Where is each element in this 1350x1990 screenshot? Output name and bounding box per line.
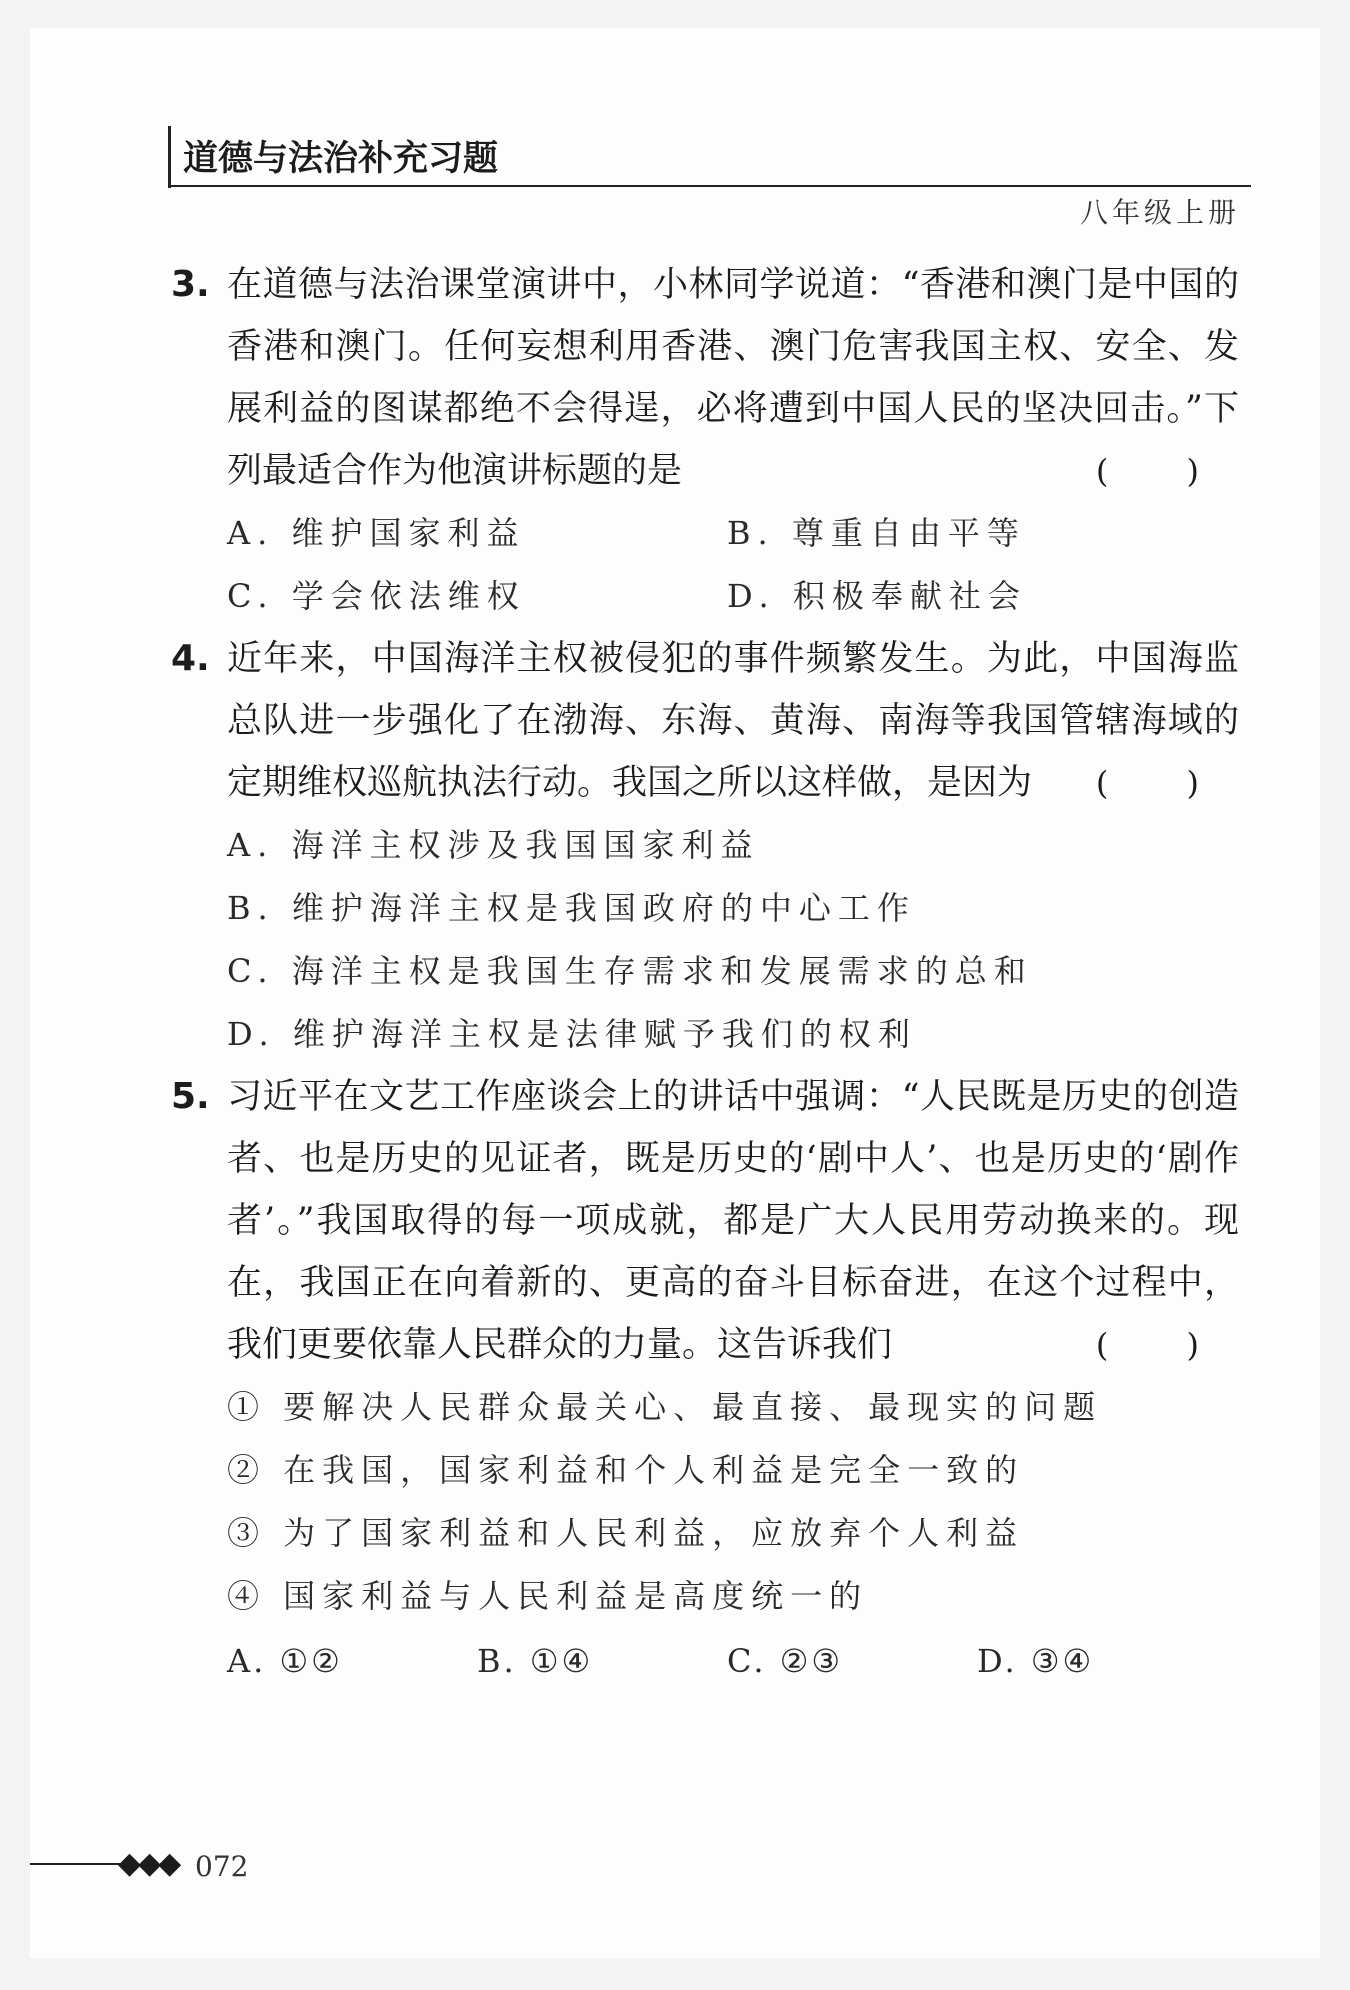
answer-blank: ( ): [1095, 1326, 1233, 1364]
question-stem-text: 在道德与法治课堂演讲中，小林同学说道：“香港和澳门是中国的香港和澳门。任何妄想利用香港、澳门危害我国主权、安全、发展利益的图谋都绝不会得逞，必将遭到中国人民的坚决回击。”下列最适合作为他演讲标题的是: [227, 265, 1239, 491]
option-row: [227, 565, 1239, 628]
textbook-page: [30, 28, 1320, 1958]
diamond-ornament-icon: ◆◆◆: [118, 1846, 179, 1881]
page-number: 072: [195, 1850, 249, 1883]
option-c: C. 学会依法维权: [227, 577, 526, 615]
statement-2: ② 在我国，国家利益和个人利益是完全一致的: [227, 1451, 1025, 1489]
page-footer: [30, 1840, 430, 1890]
book-title: 道德与法治补充习题: [183, 139, 499, 179]
header-left-bar: [168, 126, 171, 188]
choice-a: A. ①②: [227, 1642, 343, 1680]
question-3: [171, 254, 1239, 628]
option-b: B. 尊重自由平等: [727, 514, 1026, 552]
option-d: D. 积极奉献社会: [727, 577, 1027, 615]
option-c: C. 海洋主权是我国生存需求和发展需求的总和: [227, 952, 1033, 990]
statement-3: ③ 为了国家利益和人民利益，应放弃个人利益: [227, 1514, 1025, 1552]
option-b: B. 维护海洋主权是我国政府的中心工作: [227, 889, 916, 927]
question-stem: [227, 628, 1239, 814]
option-d: D. 维护海洋主权是法律赋予我们的权利: [227, 1015, 917, 1053]
grade-label: 八年级上册: [1079, 196, 1240, 229]
option-a: A. 海洋主权涉及我国国家利益: [227, 826, 760, 864]
option-a: A. 维护国家利益: [227, 514, 526, 552]
choice-row: [227, 1628, 1239, 1694]
question-number: 4.: [171, 638, 210, 679]
question-stem: [227, 254, 1239, 502]
question-4: [171, 628, 1239, 1066]
question-stem-text: 习近平在文艺工作座谈会上的讲话中强调：“人民既是历史的创造者、也是历史的见证者，既是历史的‘剧中人’、也是历史的‘剧作者’。”我国取得的每一项成就，都是广大人民用劳动换来的。现在，我国正在向着新的、更高的奋斗目标奋进，在这个过程中，我们更要依靠人民群众的力量。这告诉我们: [227, 1077, 1239, 1365]
questions-area: [30, 254, 1320, 1694]
question-number: 3.: [171, 264, 210, 305]
question-stem: [227, 1066, 1239, 1376]
choice-d: D. ③④: [977, 1642, 1095, 1680]
option-row: [227, 502, 1239, 565]
answer-blank: ( ): [1095, 764, 1233, 802]
question-stem-text: 近年来，中国海洋主权被侵犯的事件频繁发生。为此，中国海监总队进一步强化了在渤海、东海、黄海、南海等我国管辖海域的定期维权巡航执法行动。我国之所以这样做，是因为: [227, 639, 1239, 803]
page-header: [30, 28, 1320, 228]
footer-rule: [30, 1863, 120, 1865]
header-rule: [171, 185, 1251, 187]
statement-1: ① 要解决人民群众最关心、最直接、最现实的问题: [227, 1388, 1103, 1426]
question-5: [171, 1066, 1239, 1694]
answer-blank: ( ): [1095, 452, 1233, 490]
statement-4: ④ 国家利益与人民利益是高度统一的: [227, 1577, 869, 1615]
choice-c: C. ②③: [727, 1642, 844, 1680]
choice-b: B. ①④: [477, 1642, 594, 1680]
question-number: 5.: [171, 1076, 210, 1117]
